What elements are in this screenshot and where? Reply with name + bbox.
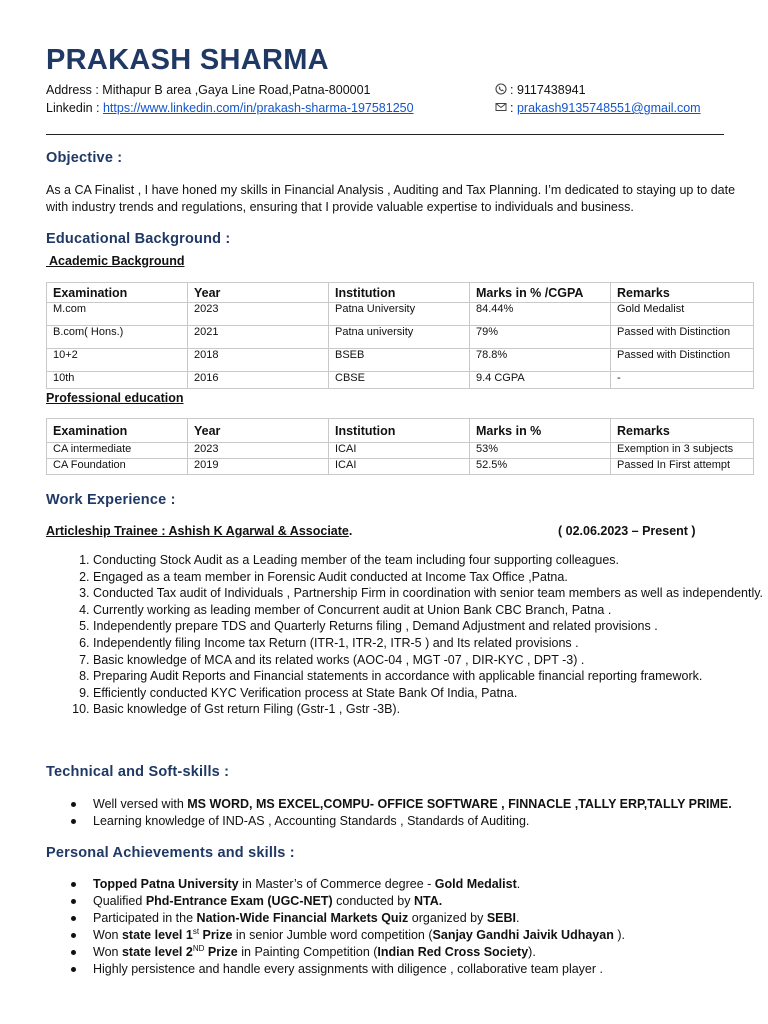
email-prefix: : [510, 101, 517, 115]
table-cell: CA Foundation [47, 459, 188, 475]
table-cell: 84.44% [470, 303, 611, 326]
table-cell: Gold Medalist [611, 303, 754, 326]
list-item: 4. Currently working as leading member of Concurrent audit at Union Bank CBC Branch, Patna . [93, 602, 768, 619]
table-cell: Patna University [329, 303, 470, 326]
list-item: 8. Preparing Audit Reports and Financial statements in accordance with applicable financial reporting framework. [93, 668, 768, 685]
phone-value: 9117438941 [516, 83, 586, 97]
linkedin-link[interactable]: https://www.linkedin.com/in/prakash-sharma-197581250 [102, 101, 414, 115]
academic-header-row [47, 283, 754, 303]
list-item: 1. Conducting Stock Audit as a Leading member of the team including four supporting colleagues. [93, 552, 768, 569]
work-heading: Work Experience : [46, 492, 176, 508]
table-cell: BSEB [329, 349, 470, 372]
column-header: Remarks [611, 419, 754, 443]
job-title [46, 524, 352, 538]
achievement-bold: state level 2 [121, 945, 193, 959]
table-cell: 10+2 [47, 349, 188, 372]
table-row [47, 372, 754, 389]
list-item: 10. Basic knowledge of Gst return Filing (Gstr-1 , Gstr -3B). [93, 701, 768, 718]
job-title-suffix: . [348, 524, 353, 538]
professional-heading: Professional education [46, 391, 184, 405]
address-line [46, 83, 371, 97]
column-header: Remarks [611, 283, 754, 303]
phone-prefix: : [510, 83, 517, 97]
job-title-text: Articleship Trainee : Ashish K Agarwal & Associate [46, 524, 349, 538]
table-cell: 78.8% [470, 349, 611, 372]
table-cell: Passed with Distinction [611, 326, 754, 349]
skills-list [46, 796, 768, 830]
address-label: Address : [46, 83, 103, 97]
list-item [93, 876, 768, 893]
achievement-bold: Sanjay Gandhi Jaivik Udhayan [432, 928, 614, 942]
achievement-text: organized by [408, 911, 487, 925]
achievements-heading: Personal Achievements and skills : [46, 845, 295, 861]
header-divider [46, 134, 724, 135]
achievement-bold: Prize [204, 945, 238, 959]
table-cell: 2023 [188, 443, 329, 459]
list-item: 5. Independently prepare TDS and Quarterly Returns filing , Demand Adjustment and related provisions . [93, 618, 768, 635]
skills-heading: Technical and Soft-skills : [46, 764, 230, 780]
table-cell: CA intermediate [47, 443, 188, 459]
list-item: 2. Engaged as a team member in Forensic Audit conducted at Income Tax Office ,Patna. [93, 569, 768, 586]
table-row [47, 459, 754, 475]
achievement-bold: Topped Patna University [93, 877, 239, 891]
table-cell: 2019 [188, 459, 329, 475]
table-cell: - [611, 372, 754, 389]
table-cell: Passed In First attempt [611, 459, 754, 475]
achievement-text: in Painting Competition ( [237, 945, 378, 959]
linkedin-label: Linkedin : [46, 101, 103, 115]
table-row [47, 326, 754, 349]
achievement-text: in Master’s of Commerce degree - [238, 877, 435, 891]
table-cell: 53% [470, 443, 611, 459]
table-cell: 52.5% [470, 459, 611, 475]
table-cell: 9.4 CGPA [470, 372, 611, 389]
table-row [47, 443, 754, 459]
achievement-bold: Prize [199, 928, 233, 942]
table-cell: 2021 [188, 326, 329, 349]
achievement-text: . [516, 877, 521, 891]
column-header: Marks in % [470, 419, 611, 443]
list-item [93, 910, 768, 927]
phone-icon [495, 83, 507, 95]
table-cell: 2016 [188, 372, 329, 389]
column-header: Examination [47, 419, 188, 443]
achievements-list [46, 876, 768, 978]
list-item [93, 796, 768, 813]
table-cell: Exemption in 3 subjects [611, 443, 754, 459]
list-item: 3. Conducted Tax audit of Individuals , Partnership Firm in coordination with senior team members as well as independently. [93, 585, 768, 602]
table-cell: Passed with Distinction [611, 349, 754, 372]
column-header: Year [188, 419, 329, 443]
achievement-text: Qualified [93, 894, 146, 908]
column-header: Year [188, 283, 329, 303]
list-item [93, 944, 768, 961]
table-row [47, 349, 754, 372]
table-cell: B.com( Hons.) [47, 326, 188, 349]
table-cell: ICAI [329, 443, 470, 459]
column-header: Marks in % /CGPA [470, 283, 611, 303]
achievement-text: in senior Jumble word competition ( [232, 928, 433, 942]
table-cell: ICAI [329, 459, 470, 475]
achievement-bold: Phd-Entrance Exam (UGC-NET) [145, 894, 333, 908]
achievement-text: ). [528, 945, 536, 959]
achievement-bold: state level 1 [121, 928, 193, 942]
ordinal-suffix: ND [192, 943, 205, 953]
achievement-bold: NTA. [413, 894, 443, 908]
list-item [93, 893, 768, 910]
envelope-icon [495, 101, 507, 113]
table-cell: Patna university [329, 326, 470, 349]
academic-heading: Academic Background [46, 254, 185, 268]
professional-table [46, 418, 754, 475]
achievement-text: Won [93, 928, 122, 942]
table-cell: 2023 [188, 303, 329, 326]
table-cell: M.com [47, 303, 188, 326]
list-item: 7. Basic knowledge of MCA and its related works (AOC-04 , MGT -07 , DIR-KYC , DPT -3) . [93, 652, 768, 669]
objective-heading: Objective : [46, 150, 123, 166]
achievement-text: Won [93, 945, 122, 959]
column-header: Institution [329, 419, 470, 443]
phone-line [495, 83, 586, 97]
list-item: Highly persistence and handle every assignments with diligence , collaborative team player . [93, 961, 768, 978]
objective-text: As a CA Finalist , I have honed my skills in Financial Analysis , Auditing and Tax Planning. I’m dedicated to staying up to date with industry trends and regulations, ensuring that I provide valuable expertise to individuals and business. [46, 183, 736, 214]
linkedin-line [46, 101, 414, 115]
email-line [495, 101, 701, 115]
column-header: Examination [47, 283, 188, 303]
table-cell: 2018 [188, 349, 329, 372]
professional-header-row [47, 419, 754, 443]
duties-list [46, 552, 768, 718]
achievement-text: ). [613, 928, 625, 942]
achievement-bold: SEBI [486, 911, 516, 925]
achievement-bold: Nation-Wide Financial Markets Quiz [196, 911, 409, 925]
achievement-bold: Indian Red Cross Society [377, 945, 529, 959]
job-dates: ( 02.06.2023 – Present ) [558, 524, 696, 538]
skill-text: Well versed with [93, 797, 188, 811]
email-link[interactable]: prakash9135748551@gmail.com [516, 101, 701, 115]
list-item: 9. Efficiently conducted KYC Verification process at State Bank Of India, Patna. [93, 685, 768, 702]
achievement-bold: Gold Medalist [434, 877, 517, 891]
list-item: 6. Independently filing Income tax Return (ITR-1, ITR-2, ITR-5 ) and Its related provisions . [93, 635, 768, 652]
achievement-text: . [516, 911, 520, 925]
column-header: Institution [329, 283, 470, 303]
list-item [93, 927, 768, 944]
achievement-text: Participated in the [93, 911, 197, 925]
education-heading: Educational Background : [46, 231, 231, 247]
candidate-name: PRAKASH SHARMA [46, 44, 329, 76]
ordinal-suffix: st [192, 926, 200, 936]
list-item: Learning knowledge of IND-AS , Accounting Standards , Standards of Auditing. [93, 813, 768, 830]
achievement-text: conducted by [332, 894, 414, 908]
table-cell: 79% [470, 326, 611, 349]
skill-bold: MS WORD, MS EXCEL,COMPU- OFFICE SOFTWARE , FINNACLE ,TALLY ERP,TALLY PRIME. [187, 797, 732, 811]
table-row [47, 303, 754, 326]
table-cell: CBSE [329, 372, 470, 389]
address-value: Mithapur B area ,Gaya Line Road,Patna-800001 [102, 83, 371, 97]
academic-table [46, 282, 754, 389]
table-cell: 10th [47, 372, 188, 389]
